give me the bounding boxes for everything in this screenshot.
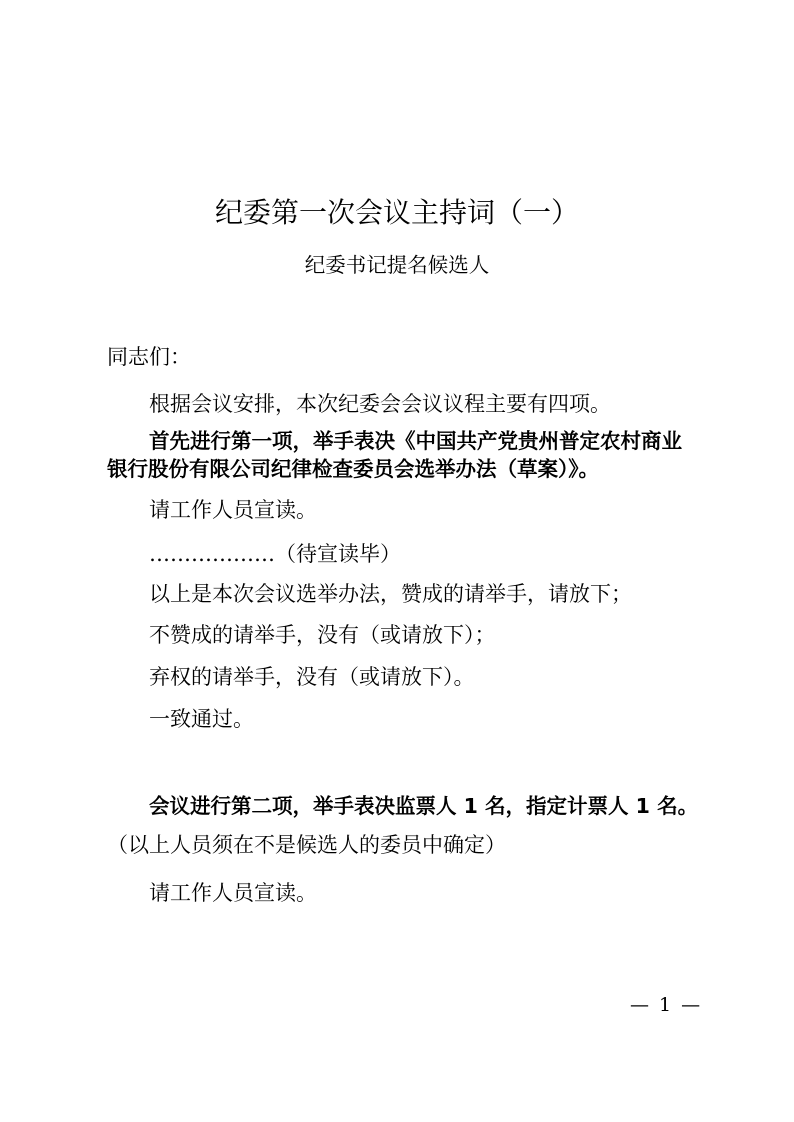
item1-heading-line: 银行股份有限公司纪律检查委员会选举办法（草案）》。 — [107, 457, 599, 481]
item1-vote-line: 弃权的请举手，没有（或请放下）。 — [149, 665, 475, 689]
document-subtitle: 纪委书记提名候选人 — [304, 253, 490, 277]
intro-paragraph: 根据会议安排，本次纪委会会议议程主要有四项。 — [149, 392, 611, 416]
salutation: 同志们： — [107, 345, 191, 369]
item1-vote-line: 不赞成的请举手，没有（或请放下）； — [149, 623, 496, 647]
item1-pause-note: ………………（待宣读毕） — [149, 542, 401, 566]
document-title: 纪委第一次会议主持词（一） — [214, 196, 579, 229]
item1-vote-line: 以上是本次会议选举办法，赞成的请举手，请放下； — [149, 582, 632, 606]
item1-instruction: 请工作人员宣读。 — [149, 498, 317, 522]
item1-heading-line: 首先进行第一项，举手表决《中国共产党贵州普定农村商业 — [149, 429, 682, 453]
item1-result: 一致通过。 — [149, 707, 254, 731]
item2-instruction: 请工作人员宣读。 — [149, 881, 317, 905]
item2-heading: 会议进行第二项，举手表决监票人 1 名，指定计票人 1 名。 — [149, 794, 699, 818]
page-number: — 1 — — [630, 994, 703, 1016]
item2-note: （以上人员须在不是候选人的委员中确定） — [107, 833, 506, 857]
